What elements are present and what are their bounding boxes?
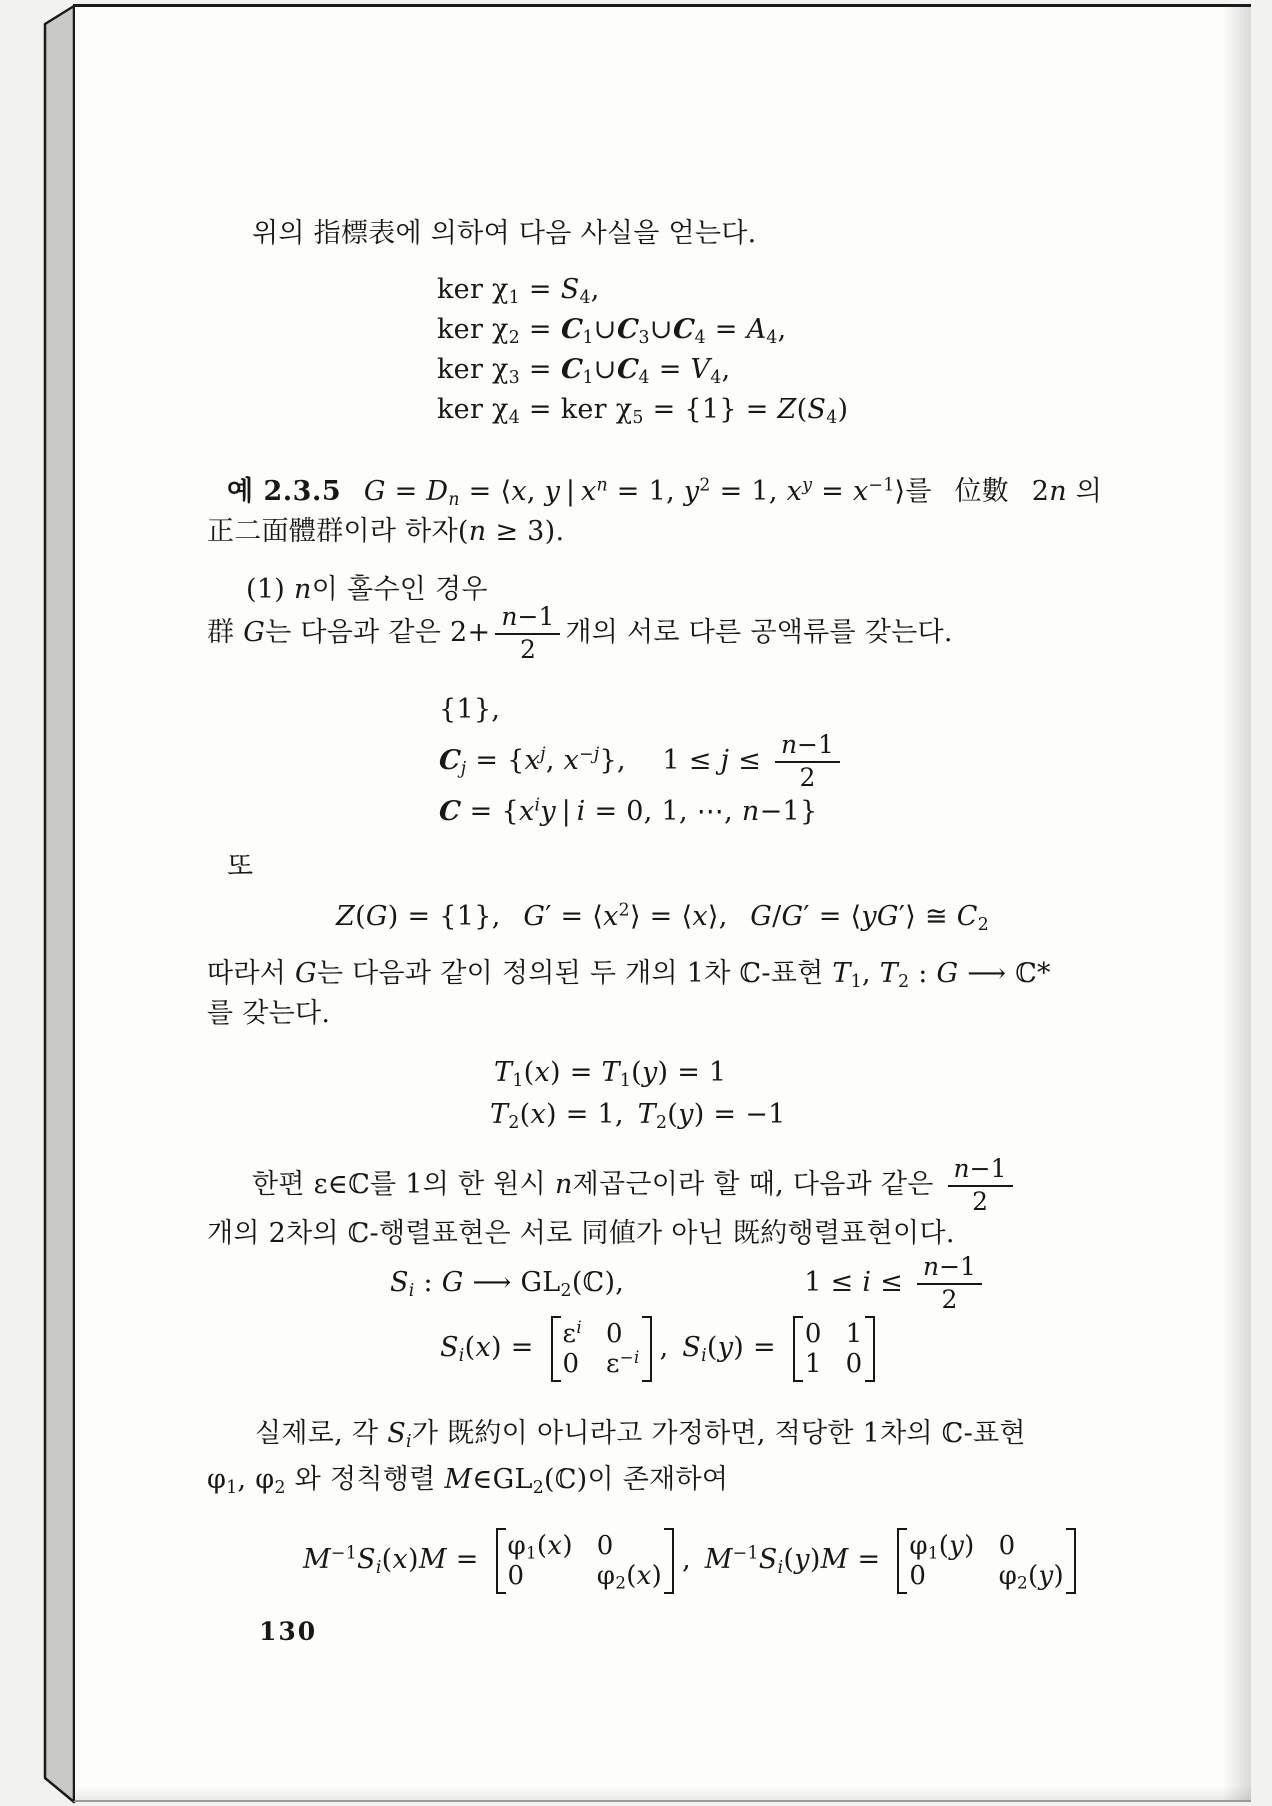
kernel-equation-line-1: ker $\chi_1 = S_4$, [437, 274, 600, 308]
kernel-equation-line-2: ker $\chi_2$ = $C_1\cup C_3\cup C_4 = A_4$, [437, 314, 787, 348]
conjugacy-class-line-1: {1}, [439, 694, 501, 725]
conjugacy-class-line-3: $C = \{x^iy$ | i = 0, 1, ⋯, n−1} [437, 795, 818, 827]
page-right-edge-shadow [1223, 7, 1251, 1800]
page-stack-edge-shape [45, 6, 74, 1802]
page-number: 130 [259, 1617, 318, 1646]
s-i-homomorphism-definition: $S_i$ : G ⟶ $GL_2(ℂ)$, 1 ≤ i ≤ $\frac{n-1}{2}$ [390, 1250, 987, 1316]
meanwhile-paragraph-line-2: 개의 2차의 ℂ-행렬표현은 서로 同値가 아닌 既約행렬표현이다. [207, 1218, 955, 1249]
indeed-paragraph-line-1: 실제로, 각 $S_i$가 既約이 아니라고 가정하면, 적당한 1차의 ℂ-표현 [255, 1418, 1026, 1452]
page-bottom-edge-shadow [75, 1786, 1251, 1800]
thus-paragraph-line-1: 따라서 G는 다음과 같이 정의된 두 개의 1차 ℂ-표현 $T_1$, $T_2$ : G ⟶ ℂ* [207, 958, 1051, 992]
kernel-equation-line-3: ker $\chi_3$ = $C_1\cup C_4 = V_4$, [437, 354, 731, 388]
t2-representation-equation: $T_2(x) = 1$, $T_2(y) = -1$ [490, 1099, 786, 1133]
case-1-lead-sentence: 群 G는 다음과 같은 2+ $\frac{n-1}{2}$ 개의 서로 다른 공액류를 갖는다. [207, 601, 953, 664]
also-word: 또 [227, 851, 254, 882]
center-commutator-equation: Z(G) = {1}, $G' = ⟨x^2⟩$ = ⟨x⟩, G/G′ = ⟨yG′⟩ ≅ $C_2$ [336, 900, 990, 935]
case-1-heading: (1) n이 홀수인 경우 [246, 574, 488, 605]
meanwhile-paragraph-line-1: 한편 ε∈ℂ를 1의 한 원시 n제곱근이라 할 때, 다음과 같은 $\frac{n-1}{2}$ [252, 1152, 1018, 1218]
example-2-3-5-heading-line: 예 2.3.5 $G = D_n$ = ⟨x, y | $x^n = 1$, $y^2 = 1$, $x^y$ = $x^{-1}⟩$를 位數 2n 의 [227, 475, 1103, 510]
book-page [73, 4, 1251, 1802]
conjugacy-class-line-2: $C_j = \{x^j$, $x^{-j}$}, 1 ≤ j ≤ $\frac{n-1}{2}$ [439, 728, 845, 794]
s-i-matrix-values: $S_i(x)$ = $\varepsilon^i$ 0 0 $\varepsilon^{-i}$ , $S_i(y)$ = 0 1 1 0 [440, 1312, 883, 1384]
t1-representation-equation: $T_1(x) = T_1(y) = 1$ [494, 1057, 727, 1091]
thus-paragraph-line-2: 를 갖는다. [207, 998, 331, 1029]
kernel-equation-line-4: ker $\chi_4$ = ker $\chi_5 = \{1\} = Z(S_4)$ [437, 394, 849, 428]
kernel-equation-block [437, 270, 848, 430]
indeed-paragraph-line-2: $\varphi_1$, $\varphi_2$ 와 정칙행렬 $M\in GL_2(ℂ)$이 존재하여 [207, 1464, 729, 1498]
conjugated-matrix-equation: $M^{-1}S_i(x)M$ = $\varphi_1(x)$ 0 0 $\varphi_2(x)$ , $M^{-1}S_i(y)M$ = $\varphi_1(y)$ 0 0 $\varphi_2(y)$ [303, 1524, 1084, 1596]
example-2-3-5-second-line: 正二面體群이라 하자(n ≥ 3). [207, 516, 565, 547]
intro-paragraph: 위의 指標表에 의하여 다음 사실을 얻는다. [252, 218, 757, 249]
